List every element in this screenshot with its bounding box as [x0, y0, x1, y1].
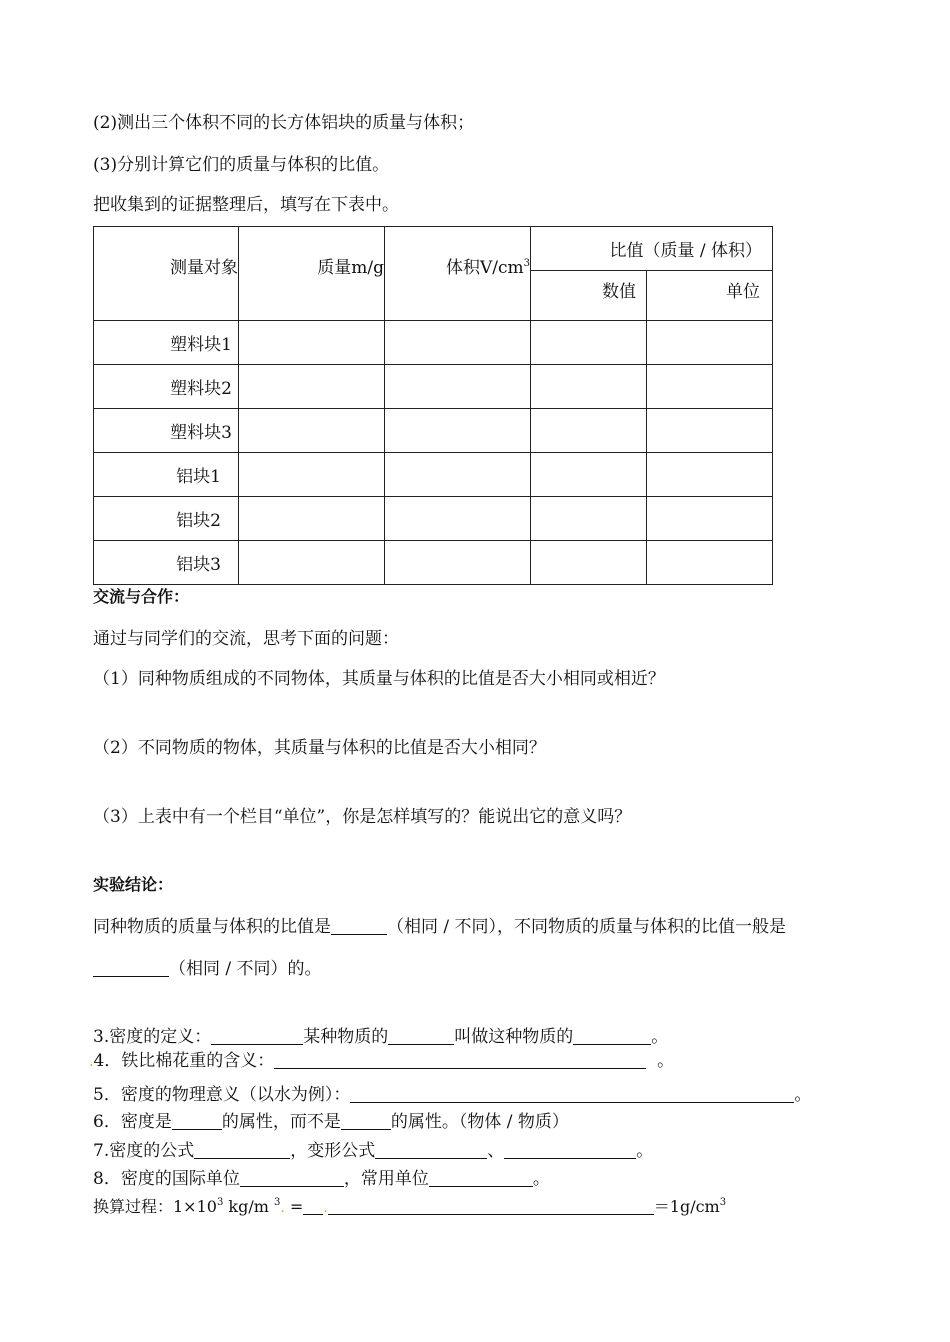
- cell-volume[interactable]: [385, 453, 531, 497]
- item-3: 3.密度的定义： 某种物质的 叫做这种物质的 。: [93, 1027, 669, 1047]
- cell-unit[interactable]: [647, 497, 773, 541]
- cell-mass[interactable]: [239, 497, 385, 541]
- cell-unit[interactable]: [647, 453, 773, 497]
- answer-blank[interactable]: [328, 1197, 654, 1215]
- item-8: 8．密度的国际单位 ，常用单位 。: [93, 1169, 550, 1189]
- header-volume: 体积$V/cm^3$: [385, 227, 531, 321]
- answer-blank[interactable]: [573, 1026, 651, 1045]
- cell-volume[interactable]: [385, 321, 531, 365]
- question-2: （2）不同物质的物体，其质量与体积的比值是否大小相同？: [93, 738, 546, 758]
- cell-value[interactable]: [531, 365, 647, 409]
- header-mass: 质量m/g: [239, 227, 385, 321]
- cell-value[interactable]: [531, 453, 647, 497]
- header-value: 数值: [531, 271, 647, 321]
- row-label: 塑料块1: [94, 321, 239, 365]
- cell-value[interactable]: [531, 541, 647, 585]
- conclusion-line-2: （相同 / 不同）的。: [93, 954, 322, 979]
- answer-blank[interactable]: [388, 1026, 454, 1045]
- table-intro: 把收集到的证据整理后，填写在下表中。: [93, 195, 399, 215]
- answer-blank[interactable]: [274, 1050, 646, 1069]
- answer-blank[interactable]: [350, 1084, 794, 1103]
- cell-unit[interactable]: [647, 365, 773, 409]
- answer-blank[interactable]: [429, 1168, 533, 1187]
- step-3: (3)分别计算它们的质量与体积的比值。: [93, 155, 390, 175]
- table-row: [94, 321, 773, 365]
- cell-mass[interactable]: [239, 541, 385, 585]
- table-row: [94, 497, 773, 541]
- header-ratio: 比值（质量 / 体积）: [531, 227, 773, 271]
- table-row: [94, 409, 773, 453]
- table-row: [94, 453, 773, 497]
- conclusion-heading: 实验结论：: [93, 875, 174, 894]
- cell-unit[interactable]: [647, 321, 773, 365]
- answer-blank[interactable]: [341, 1111, 391, 1130]
- cell-mass[interactable]: [239, 409, 385, 453]
- item-7: 7.密度的公式 ，变形公式 、 。: [93, 1141, 654, 1161]
- table-row: [94, 365, 773, 409]
- marker-dot: .: [280, 1200, 285, 1216]
- answer-blank[interactable]: [211, 1026, 303, 1045]
- answer-blank[interactable]: [303, 1197, 323, 1215]
- step-2: (2)测出三个体积不同的长方体铝块的质量与体积；: [93, 113, 475, 133]
- cell-value[interactable]: [531, 497, 647, 541]
- item-4: .4．铁比棉花重的含义： 。: [89, 1051, 675, 1071]
- answer-blank[interactable]: [375, 1140, 487, 1159]
- answer-blank[interactable]: [93, 958, 169, 977]
- cell-value[interactable]: [531, 321, 647, 365]
- answer-blank[interactable]: [331, 916, 387, 935]
- cell-value[interactable]: [531, 409, 647, 453]
- row-label: 铝块1: [94, 453, 239, 497]
- cell-volume[interactable]: [385, 541, 531, 585]
- row-label: 塑料块2: [94, 365, 239, 409]
- cell-unit[interactable]: [647, 409, 773, 453]
- marker-dot: .: [323, 1200, 328, 1216]
- header-unit: 单位: [647, 271, 773, 321]
- item-5: 5．密度的物理意义（以水为例）： 。: [93, 1085, 812, 1105]
- answer-blank[interactable]: [194, 1140, 290, 1159]
- cell-volume[interactable]: [385, 365, 531, 409]
- cell-mass[interactable]: [239, 453, 385, 497]
- marker-dot: .: [89, 1054, 94, 1070]
- row-label: 塑料块3: [94, 409, 239, 453]
- cell-volume[interactable]: [385, 497, 531, 541]
- item-6: 6．密度是 的属性，而不是 的属性。（物体 / 物质）: [93, 1112, 569, 1132]
- answer-blank[interactable]: [504, 1140, 636, 1159]
- header-object: 测量对象: [94, 227, 239, 321]
- cell-unit[interactable]: [647, 541, 773, 585]
- row-label: 铝块2: [94, 497, 239, 541]
- discussion-heading: 交流与合作：: [93, 587, 190, 606]
- answer-blank[interactable]: [172, 1111, 222, 1130]
- question-1: （1）同种物质组成的不同物体，其质量与体积的比值是否大小相同或相近？: [93, 669, 665, 689]
- data-table: [93, 226, 773, 585]
- question-3: （3）上表中有一个栏目“单位”，你是怎样填写的？能说出它的意义吗？: [93, 807, 632, 827]
- cell-volume[interactable]: [385, 409, 531, 453]
- cell-mass[interactable]: [239, 321, 385, 365]
- row-label: 铝块3: [94, 541, 239, 585]
- conversion: 换算过程：$1\times 10^3$ kg/m $^3$. = . $=1g/cm^3$: [93, 1197, 727, 1216]
- table-row: [94, 541, 773, 585]
- discussion-intro: 通过与同学们的交流，思考下面的问题：: [93, 629, 399, 649]
- cell-mass[interactable]: [239, 365, 385, 409]
- conclusion-line-1: 同种物质的质量与体积的比值是 （相同 / 不同），不同物质的质量与体积的比值一般是: [93, 917, 787, 937]
- answer-blank[interactable]: [240, 1168, 344, 1187]
